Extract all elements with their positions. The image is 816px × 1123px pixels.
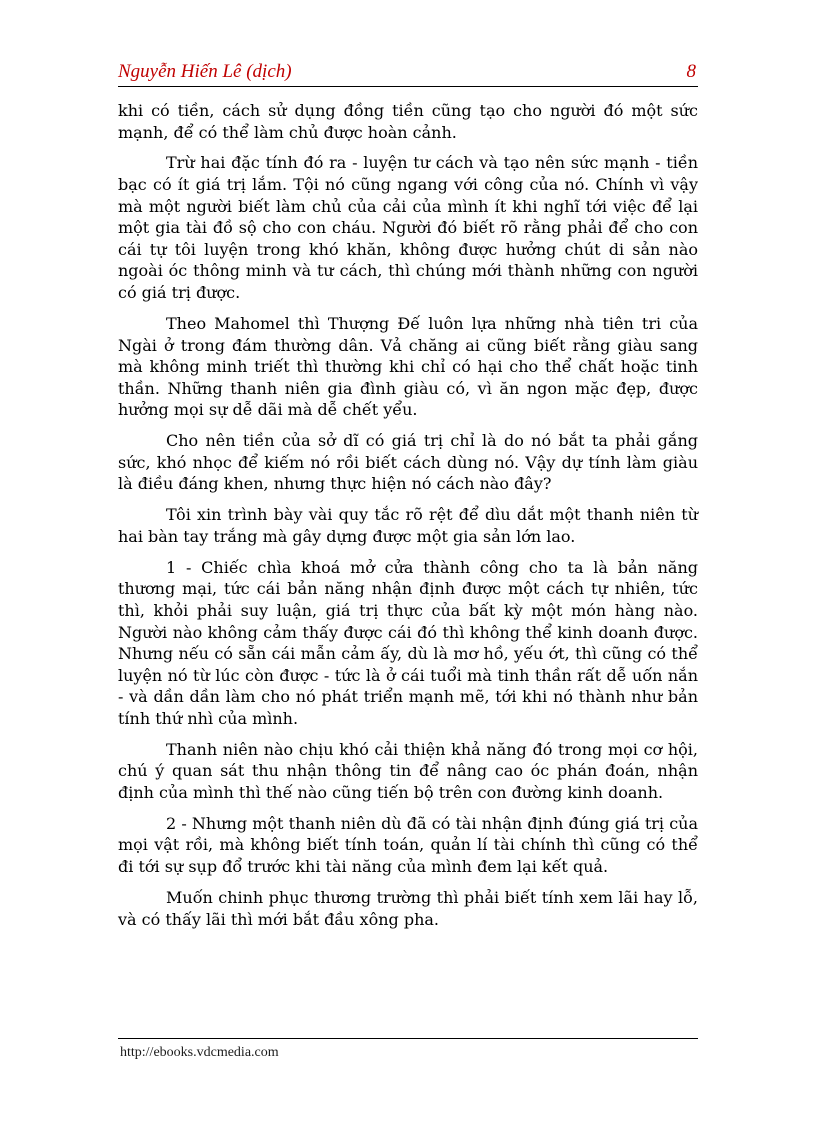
paragraph: 2 - Nhưng một thanh niên dù đã có tài nhận định đúng giá trị của mọi vật rồi, mà không biết tính toán, quản lí tài chính thì cũng có thể đi tới sự sụp đổ trước khi tài năng của mình đem lại kết quả. [118,813,698,877]
paragraph: 1 - Chiếc chìa khoá mở cửa thành công cho ta là bản năng thương mại, tức cái bản năng nhận định được một cách tự nhiên, tức thì, khỏi phải suy luận, giá trị thực của bất kỳ một món hàng nào. Người nào không cảm thấy được cái đó thì không thể kinh doanh được. Nhưng nếu có sẵn cái mẫn cảm ấy, dù là mơ hồ, yếu ớt, thì cũng có thể luyện nó từ lúc còn được - tức là ở cái tuổi mà tinh thần rất dễ uốn nắn - và dần dần làm cho nó phát triển mạnh mẽ, tới khi nó thành như bản tính thứ nhì của mình. [118,557,698,728]
paragraph: Cho nên tiền của sở dĩ có giá trị chỉ là do nó bắt ta phải gắng sức, khó nhọc để kiếm nó rồi biết cách dùng nó. Vậy dự tính làm giàu là điều đáng khen, nhưng thực hiện nó cách nào đây? [118,431,698,494]
paragraph: khi có tiền, cách sử dụng đồng tiền cũng tạo cho người đó một sức mạnh, để có thể làm chủ được hoàn cảnh. [118,101,698,142]
paragraph: Muốn chinh phục thương trường thì phải biết tính xem lãi hay lỗ, và có thấy lãi thì mới bắt đầu xông pha. [118,887,698,929]
body-text [118,100,698,939]
paragraph: Tôi xin trình bày vài quy tắc rõ rệt để dìu dắt một thanh niên từ hai bàn tay trắng mà gây dựng được một gia sản lớn lao. [118,505,698,546]
paragraph: Trừ hai đặc tính đó ra - luyện tư cách và tạo nên sức mạnh - tiền bạc có ít giá trị lắm. Tội nó cũng ngang với công của nó. Chính vì vậy mà một người biết làm chủ của cải của mình ít khi nghĩ tới việc để lại một gia tài đồ sộ cho con cháu. Người đó biết rõ rằng phải để cho con cái tự tôi luyện trong khó khăn, không được hưởng chút di sản nào ngoài óc thông minh và tư cách, thì chúng mới thành những con người có giá trị được. [118,153,698,303]
footer-divider [118,1038,698,1039]
page-header [118,60,698,87]
header-author: Nguyễn Hiến Lê (dịch) [118,61,292,82]
footer-url: http://ebooks.vdcmedia.com [120,1045,279,1060]
paragraph: Thanh niên nào chịu khó cải thiện khả năng đó trong mọi cơ hội, chú ý quan sát thu nhận thông tin để nâng cao óc phán đoán, nhận định của mình thì thế nào cũng tiến bộ trên con đường kinh doanh. [118,739,698,802]
page-number: 8 [686,61,696,82]
paragraph: Theo Mahomel thì Thượng Đế luôn lựa những nhà tiên tri của Ngài ở trong đám thường dân. Vả chăng ai cũng biết rằng giàu sang mà không minh triết thì thường khi chỉ có hại cho thể chất hoặc tinh thần. Những thanh niên gia đình giàu có, vì ăn ngon mặc đẹp, được hưởng mọi sự dễ dãi mà dễ chết yểu. [118,313,698,420]
